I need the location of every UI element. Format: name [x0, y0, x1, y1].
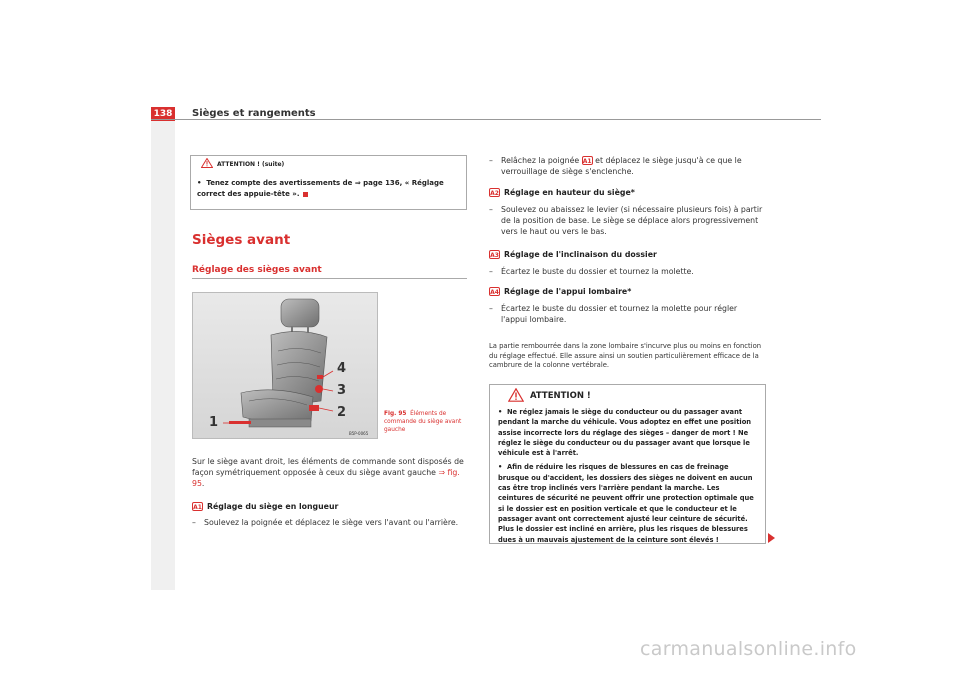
- step1-continued: – Relâchez la poignée A1 et déplacez le siège jusqu'à ce que le verrouillage de siège s'enclenche.: [489, 156, 742, 176]
- step1-cont-text-a: Relâchez la poignée: [501, 156, 580, 165]
- step3-callout-icon: A3: [490, 252, 499, 259]
- step1-title: Réglage du siège en longueur: [207, 502, 339, 511]
- step2-text: Soulevez ou abaissez le levier (si nécessaire plusieurs fois) à partir de la position de base. Le siège se déplace alors progressivement vers le haut ou vers le bas.: [501, 205, 763, 236]
- step1-callout-icon: A1: [193, 504, 202, 511]
- step3-heading: [489, 250, 657, 259]
- step4-title: Réglage de l'appui lombaire*: [504, 287, 632, 296]
- figure-callout-1: 1: [209, 415, 219, 430]
- figure-reference-link[interactable]: ⇒ fig. 95: [192, 468, 460, 488]
- step3-instruction: – Écartez le buste du dossier et tournez la molette.: [489, 267, 694, 276]
- bullet-icon: •: [498, 408, 507, 416]
- subtitle-divider: [192, 278, 467, 279]
- step1-cont-callout-icon: A1: [582, 158, 592, 165]
- continue-arrow-icon: [768, 533, 775, 543]
- page-margin-strip: [151, 120, 175, 590]
- warning-continued-body: Tenez compte des avertissements de ⇒ page 136, « Réglage correct des appuie-tête ».: [197, 179, 444, 198]
- step2-callout-icon: A2: [490, 190, 499, 197]
- figure-callout-4: 4: [337, 361, 347, 376]
- page-number: 138: [151, 107, 175, 121]
- figure-callout-2: 2: [337, 405, 347, 420]
- step3-title: Réglage de l'inclinaison du dossier: [504, 250, 657, 259]
- header-divider: [151, 119, 821, 120]
- car-seat-illustration: [193, 293, 378, 439]
- seat-figure: [192, 292, 378, 439]
- step1-heading: [192, 502, 338, 511]
- step4-instruction: – Écartez le buste du dossier et tournez la molette pour régler l'appui lombaire.: [489, 303, 764, 325]
- warning-continued-box: [190, 155, 467, 210]
- bullet-icon: •: [498, 463, 507, 472]
- step4-text: Écartez le buste du dossier et tournez la molette pour régler l'appui lombaire.: [501, 304, 738, 324]
- warning-bullet2-text: Afin de réduire les risques de blessures en cas de freinage brusque ou d'accident, les dossiers des sièges ne doivent en aucun cas être trop inclinés vers l'arrière pendant la marche. Les ceintures de sécurité ne peuvent offrir une protection optimale que si le dossier est en position verticale et que le conducteur et le passager avant ont correctement ajusté leur ceinture de sécurité. Plus le dossier est incliné en arrière, plus les risques de blessures dues à un mauvais ajustement de la ceinture sont élevés !: [498, 463, 754, 544]
- figure-image-code: B5P-0065: [349, 431, 369, 436]
- figure-caption-label: Fig. 95: [384, 411, 407, 417]
- lumbar-note: La partie rembourrée dans la zone lombaire s'incurve plus ou moins en fonction du réglage effectué. Elle assure ainsi un soutien particulièrement efficace de la cambrure de la colonne vertébrale.: [489, 342, 762, 369]
- warning-main-bullet-2: [498, 462, 757, 544]
- step4-callout-icon: A4: [490, 289, 499, 296]
- warning-continued-heading: [201, 158, 460, 170]
- step3-text: Écartez le buste du dossier et tournez la molette.: [501, 267, 694, 276]
- step4-heading: [489, 287, 631, 296]
- chapter-title: Sièges et rangements: [192, 108, 316, 119]
- section-subtitle: Réglage des sièges avant: [192, 265, 322, 275]
- watermark: carmanualsonline.info: [640, 638, 857, 660]
- intro-end: .: [201, 479, 205, 488]
- section-title: Sièges avant: [192, 232, 291, 248]
- warning-triangle-icon: [508, 388, 524, 405]
- warning-main-box: [489, 384, 766, 544]
- end-marker-icon: [303, 192, 308, 197]
- intro-text: Sur le siège avant droit, les éléments de commande sont disposés de façon symétriquement opposée à ceux du siège avant gauche: [192, 457, 464, 477]
- step1-instruction: – Soulevez la poignée et déplacez le siège vers l'avant ou l'arrière.: [192, 518, 459, 527]
- step2-title: Réglage en hauteur du siège*: [504, 188, 635, 197]
- warning-bullet1-text: Ne réglez jamais le siège du conducteur ou du passager avant pendant la marche du véhicule. Vous adoptez en effet une position assise incorrecte lors du réglage des sièges – danger de mort ! Ne réglez le siège du conducteur ou du passager avant que lorsque le véhicule est à l'arrêt.: [498, 408, 752, 458]
- warning-main-bullet-1: [498, 407, 757, 458]
- step2-heading: [489, 188, 635, 197]
- bullet-icon: •: [197, 179, 207, 187]
- intro-paragraph: [192, 456, 472, 489]
- step1-cont-text-b: et déplacez le siège jusqu'à ce que le verrouillage de siège s'enclenche.: [501, 156, 742, 176]
- figure-caption-text: Éléments de commande du siège avant gauche: [384, 411, 462, 433]
- warning-main-title: ATTENTION !: [530, 391, 591, 401]
- figure-caption: [384, 410, 469, 434]
- step1-text: Soulevez la poignée et déplacez le siège vers l'avant ou l'arrière.: [204, 518, 459, 527]
- warning-main-heading: [508, 389, 757, 403]
- warning-continued-title: ATTENTION ! (suite): [217, 160, 285, 168]
- warning-triangle-icon: [201, 158, 213, 170]
- figure-callout-3: 3: [337, 383, 347, 398]
- warning-continued-text: [197, 178, 460, 200]
- step2-instruction: – Soulevez ou abaissez le levier (si nécessaire plusieurs fois) à partir de la position de base. Le siège se déplace alors progressivement vers le haut ou vers le bas.: [489, 205, 763, 236]
